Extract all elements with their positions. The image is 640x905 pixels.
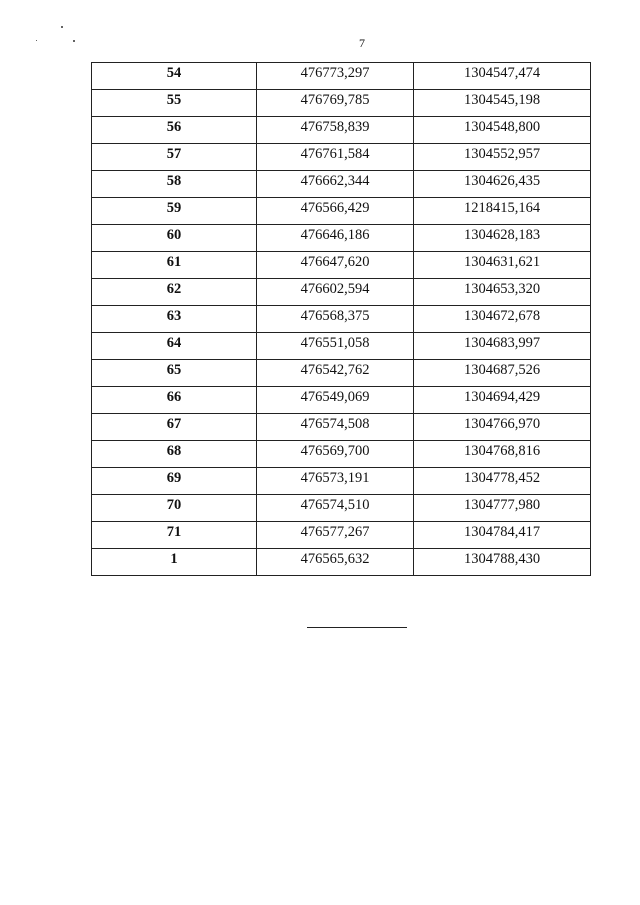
table-row <box>92 225 591 252</box>
table-row <box>92 468 591 495</box>
point-number-cell: 1 <box>92 549 257 576</box>
y-coordinate-cell: 1304778,452 <box>414 468 591 495</box>
point-number-cell: 61 <box>92 252 257 279</box>
point-number-cell: 63 <box>92 306 257 333</box>
x-coordinate-cell: 476758,839 <box>257 117 414 144</box>
page-number: 7 <box>359 36 365 50</box>
coordinates-table-body <box>92 63 591 576</box>
y-coordinate-cell: 1304766,970 <box>414 414 591 441</box>
x-coordinate-cell: 476551,058 <box>257 333 414 360</box>
y-coordinate-cell: 1304631,621 <box>414 252 591 279</box>
x-coordinate-cell: 476773,297 <box>257 63 414 90</box>
y-coordinate-cell: 1304694,429 <box>414 387 591 414</box>
point-number-cell: 69 <box>92 468 257 495</box>
table-row <box>92 117 591 144</box>
table-row <box>92 414 591 441</box>
scan-speck <box>61 26 63 28</box>
y-coordinate-cell: 1304672,678 <box>414 306 591 333</box>
y-coordinate-cell: 1304683,997 <box>414 333 591 360</box>
table-row <box>92 306 591 333</box>
y-coordinate-cell: 1304548,800 <box>414 117 591 144</box>
point-number-cell: 67 <box>92 414 257 441</box>
table-row <box>92 252 591 279</box>
x-coordinate-cell: 476662,344 <box>257 171 414 198</box>
y-coordinate-cell: 1304653,320 <box>414 279 591 306</box>
table-row <box>92 90 591 117</box>
x-coordinate-cell: 476549,069 <box>257 387 414 414</box>
point-number-cell: 68 <box>92 441 257 468</box>
table-row <box>92 171 591 198</box>
point-number-cell: 64 <box>92 333 257 360</box>
table-row <box>92 333 591 360</box>
x-coordinate-cell: 476647,620 <box>257 252 414 279</box>
x-coordinate-cell: 476566,429 <box>257 198 414 225</box>
table-row <box>92 279 591 306</box>
y-coordinate-cell: 1304777,980 <box>414 495 591 522</box>
x-coordinate-cell: 476574,508 <box>257 414 414 441</box>
table-row <box>92 144 591 171</box>
y-coordinate-cell: 1304552,957 <box>414 144 591 171</box>
point-number-cell: 55 <box>92 90 257 117</box>
table-row <box>92 495 591 522</box>
x-coordinate-cell: 476573,191 <box>257 468 414 495</box>
y-coordinate-cell: 1304784,417 <box>414 522 591 549</box>
table-row <box>92 387 591 414</box>
point-number-cell: 54 <box>92 63 257 90</box>
y-coordinate-cell: 1218415,164 <box>414 198 591 225</box>
y-coordinate-cell: 1304626,435 <box>414 171 591 198</box>
table-row <box>92 522 591 549</box>
x-coordinate-cell: 476646,186 <box>257 225 414 252</box>
x-coordinate-cell: 476602,594 <box>257 279 414 306</box>
table-row <box>92 549 591 576</box>
point-number-cell: 66 <box>92 387 257 414</box>
y-coordinate-cell: 1304788,430 <box>414 549 591 576</box>
x-coordinate-cell: 476565,632 <box>257 549 414 576</box>
point-number-cell: 58 <box>92 171 257 198</box>
y-coordinate-cell: 1304768,816 <box>414 441 591 468</box>
table-row <box>92 63 591 90</box>
x-coordinate-cell: 476769,785 <box>257 90 414 117</box>
table-row <box>92 198 591 225</box>
x-coordinate-cell: 476574,510 <box>257 495 414 522</box>
point-number-cell: 71 <box>92 522 257 549</box>
end-of-document-line <box>307 627 407 628</box>
y-coordinate-cell: 1304687,526 <box>414 360 591 387</box>
y-coordinate-cell: 1304628,183 <box>414 225 591 252</box>
y-coordinate-cell: 1304545,198 <box>414 90 591 117</box>
point-number-cell: 70 <box>92 495 257 522</box>
point-number-cell: 59 <box>92 198 257 225</box>
table-row <box>92 360 591 387</box>
point-number-cell: 65 <box>92 360 257 387</box>
x-coordinate-cell: 476569,700 <box>257 441 414 468</box>
y-coordinate-cell: 1304547,474 <box>414 63 591 90</box>
point-number-cell: 56 <box>92 117 257 144</box>
x-coordinate-cell: 476577,267 <box>257 522 414 549</box>
point-number-cell: 60 <box>92 225 257 252</box>
x-coordinate-cell: 476568,375 <box>257 306 414 333</box>
x-coordinate-cell: 476761,584 <box>257 144 414 171</box>
coordinates-table <box>91 62 591 576</box>
point-number-cell: 57 <box>92 144 257 171</box>
x-coordinate-cell: 476542,762 <box>257 360 414 387</box>
table-row <box>92 441 591 468</box>
point-number-cell: 62 <box>92 279 257 306</box>
